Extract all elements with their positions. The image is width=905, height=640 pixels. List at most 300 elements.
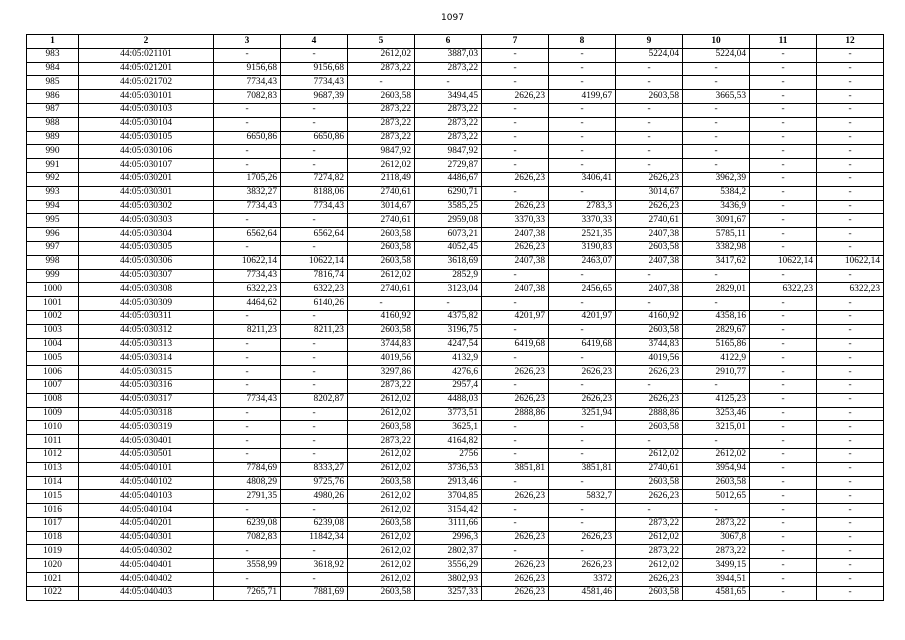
table-cell: -: [214, 366, 281, 380]
table-cell: -: [750, 379, 817, 393]
table-cell: 8202,87: [281, 393, 348, 407]
table-cell: 6322,23: [750, 283, 817, 297]
table-cell: 2626,23: [482, 90, 549, 104]
table-cell: 44:05:030318: [79, 407, 214, 421]
table-cell: 3111,66: [415, 517, 482, 531]
page-number: 1097: [441, 13, 464, 23]
table-cell: 987: [27, 103, 79, 117]
table-cell: -: [281, 407, 348, 421]
table-cell: -: [214, 103, 281, 117]
table-row: [27, 90, 884, 104]
table-row: [27, 407, 884, 421]
table-cell: 2888,86: [482, 407, 549, 421]
table-row: [27, 186, 884, 200]
table-cell: 44:05:040101: [79, 462, 214, 476]
table-cell: 2626,23: [549, 531, 616, 545]
table-cell: 2873,22: [415, 62, 482, 76]
table-cell: 44:05:030104: [79, 117, 214, 131]
table-cell: 1014: [27, 476, 79, 490]
table-row: [27, 62, 884, 76]
table-cell: 985: [27, 76, 79, 90]
table-cell: -: [482, 517, 549, 531]
table-cell: -: [214, 159, 281, 173]
table-cell: -: [482, 324, 549, 338]
table-cell: -: [281, 379, 348, 393]
table-cell: -: [817, 517, 884, 531]
table-cell: 995: [27, 214, 79, 228]
table-cell: 2626,23: [482, 200, 549, 214]
table-cell: 44:05:030301: [79, 186, 214, 200]
table-cell: 4052,45: [415, 241, 482, 255]
table-cell: 3585,25: [415, 200, 482, 214]
table-cell: 6562,64: [281, 228, 348, 242]
table-cell: 44:05:030107: [79, 159, 214, 173]
header-row: [27, 35, 884, 49]
table-cell: 44:05:021702: [79, 76, 214, 90]
table-cell: 44:05:030311: [79, 310, 214, 324]
table-cell: -: [214, 48, 281, 62]
table-cell: -: [281, 117, 348, 131]
table-row: [27, 573, 884, 587]
table-cell: -: [750, 490, 817, 504]
table-cell: 3665,53: [683, 90, 750, 104]
table-cell: 2118,49: [348, 172, 415, 186]
table-cell: 994: [27, 200, 79, 214]
table-cell: -: [482, 476, 549, 490]
table-cell: -: [750, 476, 817, 490]
table-cell: 44:05:030312: [79, 324, 214, 338]
table-cell: 4358,16: [683, 310, 750, 324]
table-cell: -: [616, 117, 683, 131]
table-cell: 8188,06: [281, 186, 348, 200]
table-cell: -: [549, 131, 616, 145]
table-cell: 2626,23: [616, 393, 683, 407]
table-cell: -: [549, 186, 616, 200]
table-cell: -: [750, 421, 817, 435]
table-cell: -: [817, 490, 884, 504]
table-cell: 3962,39: [683, 172, 750, 186]
table-cell: 6650,86: [214, 131, 281, 145]
table-cell: -: [482, 379, 549, 393]
table-cell: -: [482, 504, 549, 518]
table-cell: -: [549, 379, 616, 393]
table-cell: -: [683, 379, 750, 393]
table-cell: 2626,23: [616, 573, 683, 587]
table-cell: -: [616, 435, 683, 449]
table-cell: -: [281, 145, 348, 159]
table-cell: -: [616, 131, 683, 145]
table-cell: 5832,7: [549, 490, 616, 504]
table-cell: -: [616, 62, 683, 76]
table-cell: 2603,58: [348, 241, 415, 255]
table-cell: 44:05:030501: [79, 448, 214, 462]
table-cell: 2603,58: [616, 241, 683, 255]
table-cell: 7784,69: [214, 462, 281, 476]
table-cell: -: [817, 269, 884, 283]
table-cell: 2612,02: [348, 407, 415, 421]
table-cell: -: [750, 517, 817, 531]
table-cell: 2626,23: [482, 586, 549, 600]
table-cell: 1009: [27, 407, 79, 421]
table-cell: 44:05:030308: [79, 283, 214, 297]
table-cell: 6322,23: [214, 283, 281, 297]
table-cell: 44:05:030304: [79, 228, 214, 242]
table-cell: 997: [27, 241, 79, 255]
table-cell: -: [683, 435, 750, 449]
table-cell: 7734,43: [281, 200, 348, 214]
table-cell: -: [549, 352, 616, 366]
table-cell: -: [482, 117, 549, 131]
table-cell: 2626,23: [482, 366, 549, 380]
table-cell: -: [750, 172, 817, 186]
table-cell: -: [817, 338, 884, 352]
table-cell: 4132,9: [415, 352, 482, 366]
table-cell: 2612,02: [683, 448, 750, 462]
table-cell: -: [549, 517, 616, 531]
table-cell: -: [817, 545, 884, 559]
table-cell: 998: [27, 255, 79, 269]
table-cell: 1007: [27, 379, 79, 393]
table-row: [27, 462, 884, 476]
table-cell: -: [750, 407, 817, 421]
column-header: 1: [27, 35, 79, 49]
table-cell: 7881,69: [281, 586, 348, 600]
table-cell: 1012: [27, 448, 79, 462]
table-cell: -: [214, 545, 281, 559]
table-cell: 1008: [27, 393, 79, 407]
table-cell: 2603,58: [348, 255, 415, 269]
table-cell: 3215,01: [683, 421, 750, 435]
table-cell: 6073,21: [415, 228, 482, 242]
table-cell: -: [683, 62, 750, 76]
table-cell: 2626,23: [549, 366, 616, 380]
table-cell: -: [281, 448, 348, 462]
table-row: [27, 159, 884, 173]
table-cell: 996: [27, 228, 79, 242]
table-cell: 1013: [27, 462, 79, 476]
table-cell: 2873,22: [348, 379, 415, 393]
table-cell: -: [817, 62, 884, 76]
table-cell: -: [683, 297, 750, 311]
column-header: 10: [683, 35, 750, 49]
table-cell: -: [482, 545, 549, 559]
table-cell: -: [482, 131, 549, 145]
table-cell: 2740,61: [348, 283, 415, 297]
table-cell: -: [214, 435, 281, 449]
table-cell: -: [817, 393, 884, 407]
table-cell: -: [750, 338, 817, 352]
table-cell: -: [683, 145, 750, 159]
table-cell: 5785,11: [683, 228, 750, 242]
table-cell: -: [549, 269, 616, 283]
table-row: [27, 338, 884, 352]
table-cell: -: [750, 186, 817, 200]
table-cell: -: [817, 352, 884, 366]
table-cell: 44:05:030305: [79, 241, 214, 255]
table-row: [27, 586, 884, 600]
table-row: [27, 476, 884, 490]
table-cell: 2603,58: [616, 586, 683, 600]
table-cell: -: [616, 145, 683, 159]
table-cell: 3773,51: [415, 407, 482, 421]
table-row: [27, 504, 884, 518]
table-cell: 2612,02: [616, 559, 683, 573]
table-cell: -: [549, 324, 616, 338]
table-cell: -: [750, 90, 817, 104]
table-cell: 1003: [27, 324, 79, 338]
table-cell: 3558,99: [214, 559, 281, 573]
table-cell: 2612,02: [616, 531, 683, 545]
table-cell: 4019,56: [348, 352, 415, 366]
table-cell: -: [214, 352, 281, 366]
table-cell: -: [750, 310, 817, 324]
table-cell: 2873,22: [683, 545, 750, 559]
table-cell: -: [750, 462, 817, 476]
table-cell: 3417,62: [683, 255, 750, 269]
table-cell: 1021: [27, 573, 79, 587]
table-cell: -: [817, 573, 884, 587]
table-row: [27, 145, 884, 159]
table-cell: -: [750, 241, 817, 255]
table-cell: 3851,81: [482, 462, 549, 476]
column-header: 3: [214, 35, 281, 49]
table-cell: -: [482, 159, 549, 173]
table-cell: -: [750, 352, 817, 366]
table-cell: -: [750, 366, 817, 380]
table-cell: 2603,58: [348, 324, 415, 338]
table-cell: 6290,71: [415, 186, 482, 200]
table-cell: 992: [27, 172, 79, 186]
table-cell: 10622,14: [281, 255, 348, 269]
table-cell: 1020: [27, 559, 79, 573]
table-cell: 1019: [27, 545, 79, 559]
table-cell: -: [750, 228, 817, 242]
table-cell: -: [281, 159, 348, 173]
table-cell: 3297,86: [348, 366, 415, 380]
column-header: 8: [549, 35, 616, 49]
table-cell: 2729,87: [415, 159, 482, 173]
table-cell: 1005: [27, 352, 79, 366]
table-cell: -: [281, 214, 348, 228]
table-cell: -: [482, 448, 549, 462]
table-cell: 3436,9: [683, 200, 750, 214]
table-row: [27, 559, 884, 573]
table-cell: -: [683, 504, 750, 518]
table-cell: 44:05:030201: [79, 172, 214, 186]
table-cell: 3944,51: [683, 573, 750, 587]
table-cell: 2612,02: [348, 531, 415, 545]
table-cell: 44:05:021101: [79, 48, 214, 62]
table-cell: 3014,67: [616, 186, 683, 200]
table-cell: 4375,82: [415, 310, 482, 324]
table-cell: -: [750, 159, 817, 173]
table-cell: 3067,8: [683, 531, 750, 545]
table-cell: -: [817, 90, 884, 104]
table-cell: -: [281, 352, 348, 366]
table-cell: 10622,14: [750, 255, 817, 269]
table-cell: 3251,94: [549, 407, 616, 421]
table-cell: 2603,58: [348, 228, 415, 242]
table-cell: 2626,23: [482, 531, 549, 545]
table-cell: -: [214, 504, 281, 518]
table-cell: -: [817, 531, 884, 545]
table-cell: 3382,98: [683, 241, 750, 255]
table-cell: 4199,67: [549, 90, 616, 104]
table-cell: 44:05:040401: [79, 559, 214, 573]
table-cell: 989: [27, 131, 79, 145]
table-cell: 10622,14: [817, 255, 884, 269]
table-cell: 2612,02: [348, 159, 415, 173]
table-cell: 3625,1: [415, 421, 482, 435]
table-cell: -: [817, 586, 884, 600]
table-cell: -: [549, 504, 616, 518]
table-cell: 2873,22: [348, 62, 415, 76]
table-cell: -: [549, 117, 616, 131]
table-row: [27, 531, 884, 545]
table-cell: -: [482, 48, 549, 62]
table-row: [27, 297, 884, 311]
table-cell: 2802,37: [415, 545, 482, 559]
table-cell: -: [750, 435, 817, 449]
table-cell: 4160,92: [616, 310, 683, 324]
table-cell: -: [214, 241, 281, 255]
table-cell: -: [214, 338, 281, 352]
table-cell: 7816,74: [281, 269, 348, 283]
table-cell: -: [482, 145, 549, 159]
table-cell: -: [817, 421, 884, 435]
table-cell: 2626,23: [482, 393, 549, 407]
table-cell: -: [750, 573, 817, 587]
table-cell: 3744,83: [348, 338, 415, 352]
table-cell: 9847,92: [415, 145, 482, 159]
table-row: [27, 172, 884, 186]
column-header: 7: [482, 35, 549, 49]
table-cell: 3556,29: [415, 559, 482, 573]
table-cell: -: [817, 504, 884, 518]
table-cell: 2603,58: [683, 476, 750, 490]
table-cell: -: [482, 62, 549, 76]
table-cell: 2407,38: [482, 255, 549, 269]
table-cell: -: [214, 407, 281, 421]
table-cell: 2957,4: [415, 379, 482, 393]
table-cell: 2873,22: [348, 131, 415, 145]
table-cell: 4160,92: [348, 310, 415, 324]
table-cell: -: [817, 200, 884, 214]
table-cell: 1010: [27, 421, 79, 435]
table-cell: 4019,56: [616, 352, 683, 366]
table-cell: -: [214, 145, 281, 159]
table-cell: -: [482, 421, 549, 435]
table-cell: 2783,3: [549, 200, 616, 214]
table-cell: -: [750, 131, 817, 145]
table-cell: 4808,29: [214, 476, 281, 490]
table-cell: -: [281, 421, 348, 435]
table-cell: 3196,75: [415, 324, 482, 338]
table-cell: 44:05:030309: [79, 297, 214, 311]
table-cell: 2791,35: [214, 490, 281, 504]
table-cell: -: [214, 573, 281, 587]
table-cell: 2407,38: [482, 283, 549, 297]
table-cell: -: [817, 366, 884, 380]
table-cell: 4980,26: [281, 490, 348, 504]
table-cell: -: [281, 103, 348, 117]
table-cell: -: [817, 228, 884, 242]
table-cell: -: [817, 159, 884, 173]
table-cell: 2740,61: [616, 214, 683, 228]
table-cell: -: [750, 324, 817, 338]
table-cell: -: [817, 186, 884, 200]
table-cell: 1002: [27, 310, 79, 324]
table-cell: -: [750, 117, 817, 131]
table-cell: -: [750, 214, 817, 228]
table-cell: -: [549, 145, 616, 159]
table-cell: 5165,86: [683, 338, 750, 352]
table-cell: 2612,02: [348, 269, 415, 283]
table-cell: 2626,23: [549, 559, 616, 573]
table-cell: 2603,58: [348, 586, 415, 600]
table-cell: 44:05:030101: [79, 90, 214, 104]
table-cell: -: [214, 379, 281, 393]
table-cell: 3154,42: [415, 504, 482, 518]
table-cell: 5384,2: [683, 186, 750, 200]
table-cell: 4464,62: [214, 297, 281, 311]
table-cell: -: [683, 269, 750, 283]
table-cell: 3091,67: [683, 214, 750, 228]
table-cell: -: [549, 448, 616, 462]
table-cell: -: [817, 172, 884, 186]
column-header: 5: [348, 35, 415, 49]
table-row: [27, 283, 884, 297]
data-table: [26, 34, 884, 601]
table-cell: 2626,23: [482, 172, 549, 186]
table-row: [27, 421, 884, 435]
table-cell: -: [683, 103, 750, 117]
table-cell: 3887,03: [415, 48, 482, 62]
table-cell: -: [817, 407, 884, 421]
table-row: [27, 517, 884, 531]
table-cell: -: [549, 435, 616, 449]
table-row: [27, 228, 884, 242]
table-row: [27, 131, 884, 145]
table-row: [27, 393, 884, 407]
table-cell: -: [817, 76, 884, 90]
table-cell: 44:05:040201: [79, 517, 214, 531]
table-cell: 3802,93: [415, 573, 482, 587]
table-cell: 2603,58: [348, 90, 415, 104]
table-cell: 44:05:021201: [79, 62, 214, 76]
table-cell: -: [281, 338, 348, 352]
table-cell: 4486,67: [415, 172, 482, 186]
table-cell: -: [817, 310, 884, 324]
table-cell: 2888,86: [616, 407, 683, 421]
table-cell: 1705,26: [214, 172, 281, 186]
table-cell: -: [750, 545, 817, 559]
table-cell: 2626,23: [482, 241, 549, 255]
table-cell: -: [817, 379, 884, 393]
table-cell: 5224,04: [616, 48, 683, 62]
table-cell: -: [750, 531, 817, 545]
table-cell: 2873,22: [683, 517, 750, 531]
table-cell: 4581,65: [683, 586, 750, 600]
table-cell: 7734,43: [214, 76, 281, 90]
table-cell: -: [750, 393, 817, 407]
table-cell: -: [750, 48, 817, 62]
table-cell: 6140,26: [281, 297, 348, 311]
table-cell: -: [750, 145, 817, 159]
table-cell: 7734,43: [214, 393, 281, 407]
table-cell: -: [616, 504, 683, 518]
table-cell: -: [281, 48, 348, 62]
